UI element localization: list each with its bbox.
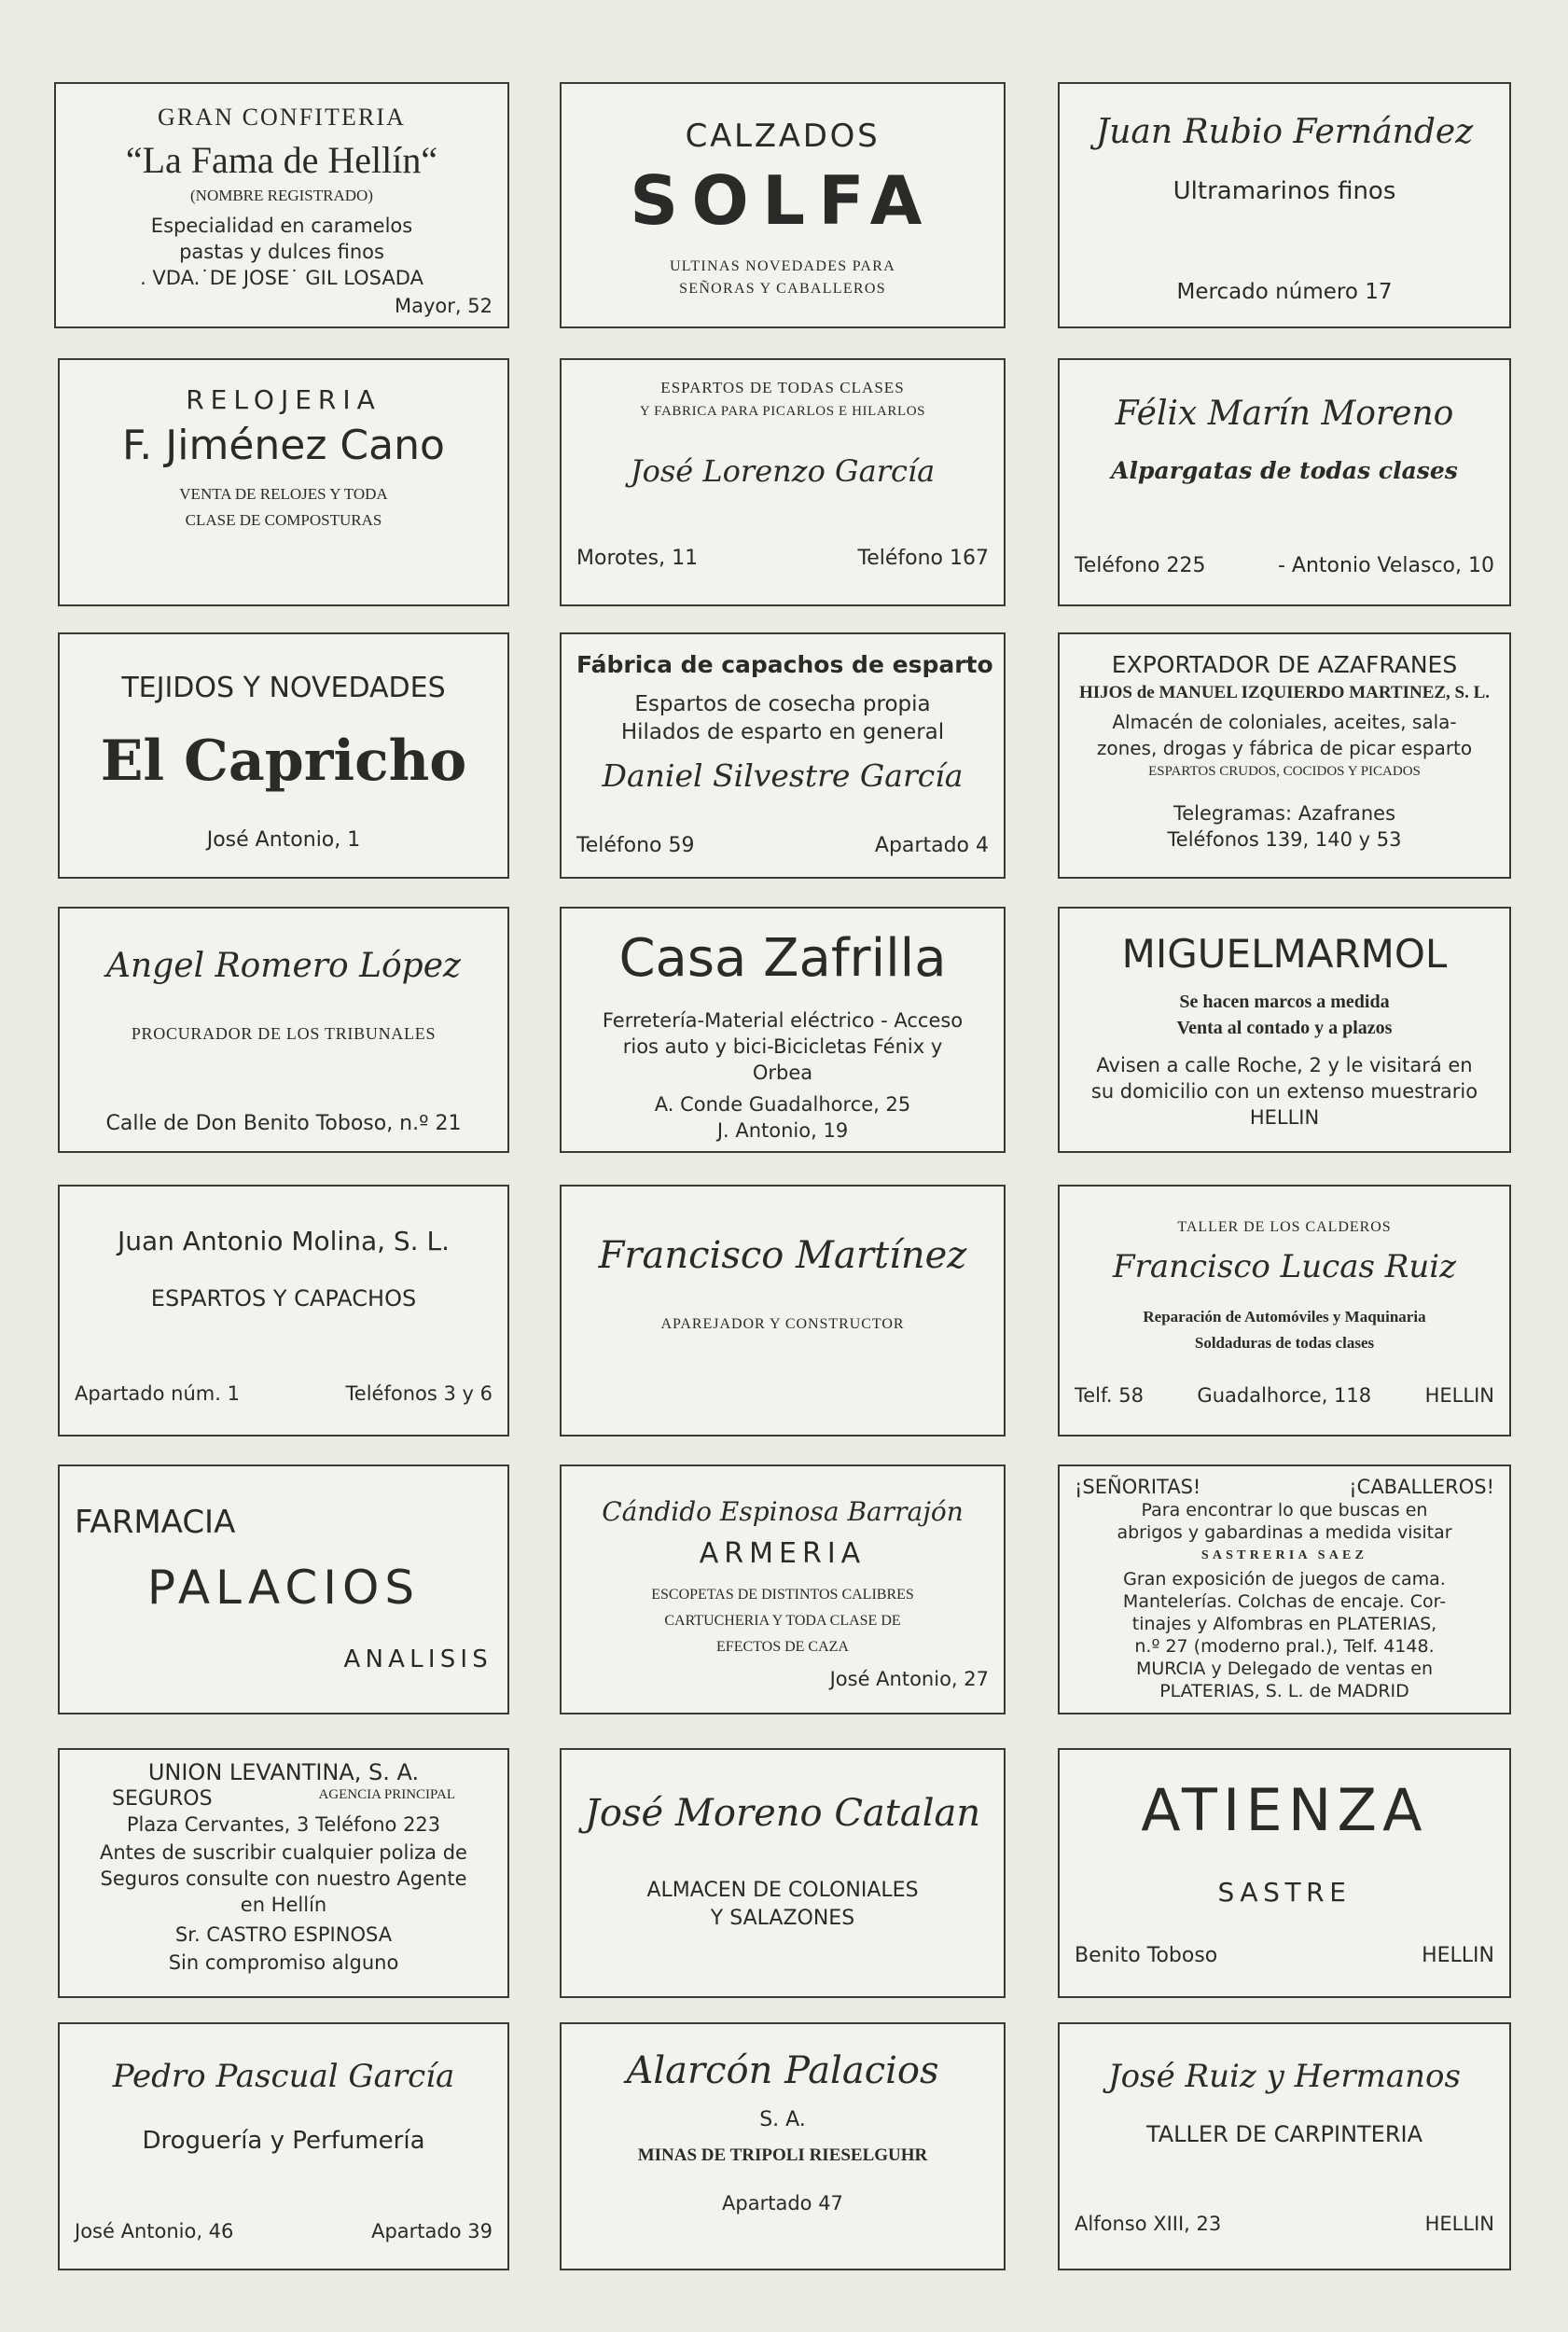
ad-heading [1075,1476,1494,1498]
ad-heading: TEJIDOS Y NOVEDADES [121,672,446,704]
ad-sastreria-saez [1058,1464,1511,1714]
ad-city: HELLIN [1422,1944,1494,1967]
ad-heading: Fábrica de capachos de esparto [576,651,993,678]
ad-business-name: Pedro Pascual García [112,2058,455,2095]
ad-miguel-marmol [1058,907,1511,1153]
ad-business-name: F. Jiménez Cano [122,422,445,469]
ad-address: J. Antonio, 19 [716,1119,849,1142]
ad-heading: RELOJERIA [186,384,382,415]
ad-text: Y FABRICA PARA PICARLOS E HILARLOS [639,404,926,419]
ad-text: Sr. CASTRO ESPINOSA [174,1923,393,1946]
ad-heading: ARMERIA [699,1537,867,1570]
ad-text: Soldaduras de todas clases [1194,1334,1375,1352]
ad-address: José Antonio, 1 [206,828,361,852]
ad-footer [75,2220,493,2242]
ad-jose-ruiz-hermanos [1058,2022,1511,2270]
ad-text: tinajes y Alfombras en PLATERIAS, [1131,1614,1437,1634]
ad-footer [75,1382,493,1405]
ad-text: en Hellín [240,1894,327,1916]
ad-business-name: Casa Zafrilla [618,928,947,989]
ad-text: su domicilio con un extenso muestrario [1090,1080,1478,1103]
ad-text: SEGUROS [112,1787,213,1811]
ad-el-capricho [58,632,509,879]
ad-business-name: Cándido Espinosa Barrajón [602,1496,964,1527]
ad-text: VENTA DE RELOJES Y TODA [179,485,388,503]
ad-phone: Teléfonos 3 y 6 [345,1382,493,1405]
ad-text: Droguería y Perfumería [142,2127,425,2155]
ad-text: Alpargatas de todas clases [1111,457,1458,484]
ad-address: Mercado número 17 [1176,280,1393,304]
ad-business-name: Francisco Martínez [598,1234,967,1277]
ad-address: José Antonio, 46 [75,2220,234,2242]
ad-text: pastas y dulces finos [179,241,384,263]
ad-text: Almacén de coloniales, aceites, sala- [1112,711,1457,733]
ad-footer [576,834,989,857]
ad-business-name: Félix Marín Moreno [1115,395,1454,433]
ad-text: . VDA.˙DE JOSE˙ GIL LOSADA [140,267,423,289]
ad-phone: Teléfono 225 [1075,554,1206,577]
ad-business-name: Angel Romero López [106,947,461,985]
ad-footer [1075,2213,1494,2235]
ad-text: Hilados de esparto en general [620,720,945,744]
ad-text: Venta al contado y a plazos [1176,1018,1393,1038]
ad-heading: GRAN CONFITERIA [158,104,406,131]
ad-text: ESCOPETAS DE DISTINTOS CALIBRES [651,1587,914,1603]
ad-business-name: El Capricho [100,729,467,794]
ad-text: S. A. [759,2108,806,2131]
ad-juan-antonio-molina [58,1185,509,1437]
ad-text: Sin compromiso alguno [168,1951,399,1974]
ad-alarcon-palacios [560,2022,1006,2270]
ad-text: Y SALAZONES [710,1907,855,1930]
ad-heading: TALLER DE LOS CALDEROS [1177,1219,1392,1235]
ad-exportador-azafranes [1058,632,1511,879]
ad-text: Para encontrar lo que buscas en [1141,1500,1428,1520]
ad-atienza [1058,1748,1511,1998]
ad-text: ESPARTOS CRUDOS, COCIDOS Y PICADOS [1148,764,1421,779]
ad-text: ULTINAS NOVEDADES PARA [669,258,896,274]
ad-business-name: “La Fama de Hellín“ [125,139,438,181]
ad-phone: Teléfono 59 [576,834,695,857]
ad-business-name: SOLFA [630,161,936,240]
ad-city: HELLIN [1424,2213,1494,2235]
ad-address: Plaza Cervantes, 3 Teléfono 223 [126,1813,441,1836]
ad-text: zones, drogas y fábrica de picar esparto [1096,737,1473,759]
ad-text: rios auto y bici-Bicicletas Fénix y [622,1035,943,1058]
ad-address: Guadalhorce, 118 [1197,1384,1372,1407]
ad-text: TALLER DE CARPINTERIA [1145,2121,1423,2147]
ad-business-name: HIJOS de MANUEL IZQUIERDO MARTINEZ, S. L. [1078,683,1491,702]
ad-address: Mayor, 52 [395,295,493,317]
ad-footer [1075,554,1494,577]
ad-text: APAREJADOR Y CONSTRUCTOR [660,1316,905,1332]
ad-text: SEÑORAS Y CABALLEROS [679,281,886,297]
ad-fabrica-capachos [560,632,1006,879]
ad-address: Apartado 4 [874,834,989,857]
ad-union-levantina [58,1748,509,1998]
ad-pedro-pascual [58,2022,509,2270]
ad-text: Reparación de Automóviles y Maquinaria [1143,1308,1426,1326]
ad-text: ESPARTOS DE TODAS CLASES [660,379,905,396]
ad-heading: EXPORTADOR DE AZAFRANES [1111,651,1458,678]
ad-business-name: UNION LEVANTINA, S. A. [147,1759,420,1785]
ad-phone: Telf. 58 [1075,1384,1144,1407]
ad-farmacia-palacios [58,1464,509,1714]
ad-footer [1075,1384,1494,1407]
ad-text: EFECTOS DE CAZA [716,1639,849,1655]
ad-text: Ferretería-Material eléctrico - Acceso [602,1009,964,1032]
ad-address: Alfonso XIII, 23 [1075,2213,1222,2235]
ad-telegram: Telegramas: Azafranes [1173,802,1396,825]
ad-text: Mantelerías. Colchas de encaje. Cor- [1122,1591,1447,1612]
ad-text: MURCIA y Delegado de ventas en [1136,1659,1433,1679]
ad-felix-marin [1058,358,1511,606]
ad-angel-romero [58,907,509,1153]
ad-footer [1075,1944,1494,1967]
ad-jose-moreno-catalan [560,1748,1006,1998]
ad-address: Calle de Don Benito Toboso, n.º 21 [105,1112,462,1135]
ad-phone: Teléfonos 139, 140 y 53 [1167,828,1402,851]
ad-address: Apartado 47 [722,2192,843,2214]
ad-business-name: José Moreno Catalan [584,1792,981,1835]
ad-text: ESPARTOS Y CAPACHOS [150,1285,417,1312]
ad-business-name: PALACIOS [146,1561,421,1615]
ad-address: Morotes, 11 [576,547,699,570]
ad-text: MINAS DE TRIPOLI RIESELGUHR [637,2145,928,2165]
ad-text: Orbea [752,1062,813,1084]
ad-text: Se hacen marcos a medida [1179,992,1390,1012]
ad-business-name: Juan Antonio Molina, S. L. [117,1226,450,1256]
ad-business-name: MIGUELMARMOL [1121,931,1448,977]
ad-relojeria [58,358,509,606]
ad-text: PROCURADOR DE LOS TRIBUNALES [131,1024,437,1043]
ad-text: n.º 27 (moderno pral.), Telf. 4148. [1134,1636,1435,1657]
ad-text: Espartos de cosecha propia [634,692,931,716]
ad-text: Antes de suscribir cualquier poliza de [100,1841,467,1864]
ad-business-name: SASTRERIA SAEZ [1200,1548,1368,1562]
ad-text: (NOMBRE REGISTRADO) [190,187,373,204]
ad-business-name: Francisco Lucas Ruiz [1112,1248,1457,1285]
ad-heading: FARMACIA [75,1504,236,1541]
ad-phone: Teléfono 167 [857,547,989,570]
ad-text: ALMACEN DE COLONIALES [646,1879,919,1902]
ad-text: Especialidad en caramelos [150,215,413,237]
ad-juan-rubio [1058,82,1511,328]
ad-francisco-martinez [560,1185,1006,1437]
ad-business-name: Daniel Silvestre García [602,757,964,794]
ad-heading-right: ¡CABALLEROS! [1349,1476,1494,1498]
ad-address: HELLIN [1249,1106,1320,1129]
ad-address: Apartado núm. 1 [75,1382,240,1405]
ad-business-name: ATIENZA [1141,1776,1428,1844]
ad-text: SASTRE [1217,1877,1352,1908]
ad-casa-zafrilla [560,907,1006,1153]
ad-text: AGENCIA PRINCIPAL [318,1787,455,1802]
ad-subheading [75,1787,493,1811]
ad-text: Avisen a calle Roche, 2 y le visitará en [1096,1054,1473,1076]
ad-business-name: José Ruiz y Hermanos [1108,2058,1461,2095]
ad-heading: CALZADOS [685,118,881,155]
ad-address: Apartado 39 [371,2220,493,2242]
ad-calzados-solfa [560,82,1006,328]
ad-text: abrigos y gabardinas a medida visitar [1117,1522,1452,1543]
ad-text: CARTUCHERIA Y TODA CLASE DE [664,1613,901,1629]
ad-business-name: Alarcón Palacios [626,2049,939,2092]
ad-address: A. Conde Guadalhorce, 25 [654,1093,911,1116]
ad-confiteria-la-fama [54,82,509,328]
ad-city: HELLIN [1424,1384,1494,1407]
ad-text: PLATERIAS, S. L. de MADRID [1159,1681,1409,1701]
ad-address: José Antonio, 27 [829,1668,989,1690]
ad-taller-calderos [1058,1185,1511,1437]
ad-footer [576,547,989,570]
ad-address: Benito Toboso [1075,1944,1218,1967]
ad-armeria [560,1464,1006,1714]
ad-text: Seguros consulte con nuestro Agente [100,1867,467,1890]
ad-text: CLASE DE COMPOSTURAS [185,511,382,529]
ad-business-name: José Lorenzo García [630,453,936,489]
ad-address: - Antonio Velasco, 10 [1278,554,1494,577]
ad-business-name: Juan Rubio Fernández [1095,113,1474,151]
ad-text: Ultramarinos finos [1173,177,1396,205]
ad-jose-lorenzo [560,358,1006,606]
ad-heading-left: ¡SEÑORITAS! [1075,1476,1201,1498]
ad-text: ANALISIS [343,1645,493,1673]
ad-text: Gran exposición de juegos de cama. [1123,1569,1446,1589]
